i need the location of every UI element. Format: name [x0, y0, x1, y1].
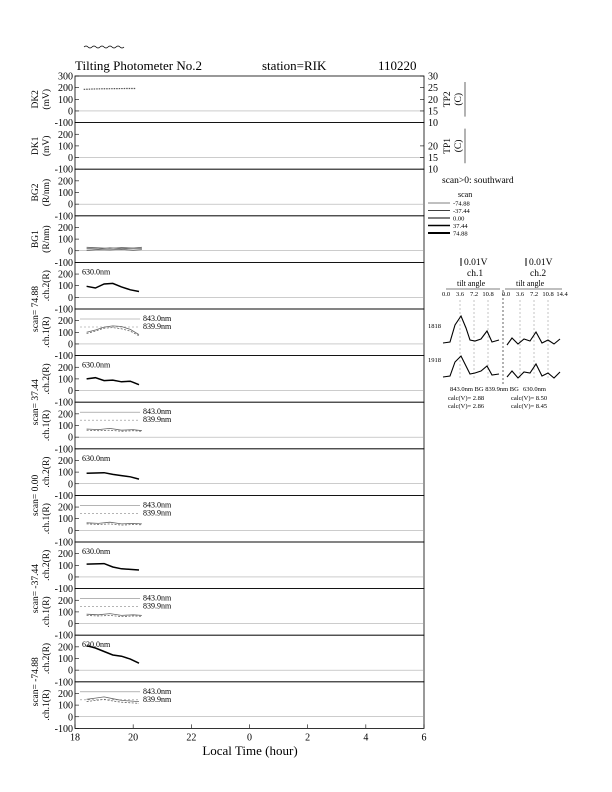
panel-s3c1 [41, 495, 424, 548]
legend-entry: 0.00 [453, 215, 465, 223]
wavelength2-label: 839.9nm [143, 415, 172, 425]
scan-label: scan= 74.88 [31, 286, 41, 332]
header-wavy-mark [84, 46, 124, 48]
y-axis-label: .ch.2(R) [42, 642, 52, 675]
y-tick-label: 0 [68, 619, 73, 631]
x-axis-label: Local Time (hour) [202, 743, 298, 758]
inset-scale1: 0.01V [464, 258, 488, 268]
y-tick-label: -100 [54, 351, 73, 363]
y-axis-label: .ch.1(R) [42, 596, 52, 628]
legend-title: scan [458, 190, 473, 199]
x-tick-label: 6 [421, 732, 427, 744]
inset-tick-label: 10.8 [542, 291, 554, 298]
inset-tick-label: 14.4 [556, 291, 568, 298]
panel-frame [75, 76, 424, 123]
y-axis-label: .ch.2(R) [42, 456, 52, 488]
panel-bg2 [31, 169, 424, 222]
panel-frame [75, 402, 424, 449]
y-tick-label: 200 [58, 269, 73, 281]
y-tick-label: 200 [58, 409, 73, 421]
x-tick-label: 20 [128, 732, 139, 744]
panel-frame [75, 123, 424, 170]
y-axis-unit: (R/nm) [42, 225, 52, 253]
y-tick-label: 100 [58, 188, 73, 199]
panel-s4c2 [31, 542, 424, 613]
inset-curve [443, 356, 499, 377]
y-axis-label: .ch.2(R) [42, 549, 52, 581]
y-axis-unit: (R/nm) [42, 178, 52, 207]
y-tick-label: 200 [58, 362, 73, 374]
panel-bg1 [31, 216, 424, 269]
x-tick-label: 0 [247, 732, 252, 744]
y-tick-label: -100 [54, 257, 73, 269]
y-axis-label: .ch.2(R) [42, 363, 52, 395]
x-tick-label: 18 [70, 732, 80, 744]
legend-entry: -37.44 [453, 208, 470, 215]
y-tick-label: 200 [58, 222, 73, 234]
y-tick-label: -100 [54, 584, 73, 596]
inset-tick-label: 0.0 [441, 291, 451, 298]
y-tick-label: -100 [54, 630, 73, 642]
legend-entry: -74.88 [453, 200, 470, 208]
y-axis-label: .ch.1(R) [42, 316, 52, 348]
y-tick-label: -100 [54, 677, 73, 689]
inset-tick-label: 3.6 [515, 291, 525, 298]
right-axis-label: TP1 [443, 137, 453, 154]
y-tick-label: 0 [68, 292, 73, 304]
series-line [87, 430, 142, 431]
y-tick-label: 200 [58, 549, 73, 561]
wavelength1-label: 843.0nm [143, 593, 172, 603]
series-line [87, 564, 139, 570]
series-line [87, 247, 142, 248]
y-tick-label: -100 [54, 723, 73, 735]
scan-label: scan= 0.00 [31, 474, 41, 517]
x-tick-label: 2 [305, 732, 311, 744]
right-tick-label: 15 [428, 106, 438, 118]
y-tick-label: 100 [58, 467, 73, 479]
wavelength2-label: 839.9nm [143, 322, 172, 331]
y-axis-label: .ch.2(R) [42, 270, 52, 302]
right-tick-label: 10 [428, 164, 438, 176]
y-tick-label: 0 [68, 386, 73, 398]
wavelength2-label: 839.9nm [143, 601, 172, 611]
y-tick-label: 200 [58, 455, 73, 467]
inset-bottom1: 843.0nm BG 839.9nm BG [450, 386, 519, 393]
inset-ch2: ch.2 [530, 269, 547, 279]
y-tick-label: 100 [58, 421, 73, 432]
y-tick-label: 0 [68, 712, 73, 724]
y-tick-label: -100 [54, 397, 73, 409]
wavelength-label: 630.0nm [82, 453, 111, 463]
inset-tick-label: 10.8 [482, 291, 494, 298]
legend-direction: scan>0: southward [442, 176, 514, 186]
series-line [87, 522, 142, 524]
y-tick-label: 200 [58, 595, 73, 607]
inset-tick-label: 3.6 [455, 291, 465, 298]
x-tick-label: 22 [186, 732, 197, 744]
y-tick-label: -100 [54, 490, 73, 502]
right-axis-unit: (C) [454, 139, 464, 153]
y-tick-label: -100 [54, 304, 73, 316]
legend-entry: 37.44 [453, 223, 468, 230]
right-axis-unit: (C) [454, 92, 464, 106]
wavelength-label: 630.0nm [82, 640, 111, 650]
y-tick-label: 100 [58, 234, 73, 246]
panel-s1c2 [31, 262, 424, 332]
inset-bottom2: 630.0nm [523, 386, 546, 393]
y-axis-label: DK1 [31, 136, 41, 156]
inset-calc1b: calc(V)= 2.86 [448, 403, 485, 410]
y-tick-label: 0 [68, 339, 73, 351]
y-tick-label: 0 [68, 479, 73, 491]
y-tick-label: 100 [58, 514, 73, 526]
legend-entry: 74.88 [453, 230, 468, 238]
y-tick-label: 100 [58, 141, 73, 153]
y-tick-label: 0 [68, 432, 73, 444]
chart-title: Tilting Photometer No.2 [75, 58, 203, 73]
inset-row2: 1918 [428, 357, 441, 364]
y-tick-label: -100 [54, 211, 73, 223]
y-tick-label: 200 [58, 688, 73, 700]
panel-s1c1 [41, 309, 424, 362]
y-tick-label: -100 [54, 118, 73, 130]
inset-scale2: 0.01V [529, 258, 553, 268]
y-tick-label: 200 [58, 129, 73, 141]
inset-curve [507, 332, 560, 345]
inset-ch1: ch.1 [467, 269, 484, 279]
y-tick-label: -100 [54, 164, 73, 176]
panel-s4c1 [41, 589, 424, 642]
y-axis-unit: (mV) [42, 89, 52, 110]
inset-curve [443, 316, 499, 343]
right-tick-label: 25 [428, 83, 438, 95]
y-tick-label: 100 [58, 374, 73, 386]
panel-frame [75, 542, 424, 589]
wavelength2-label: 839.9nm [143, 508, 172, 518]
right-tick-label: 15 [428, 153, 438, 165]
y-tick-label: 100 [58, 327, 73, 339]
y-tick-label: 0 [68, 665, 73, 677]
y-tick-label: 300 [58, 71, 73, 83]
y-tick-label: 0 [68, 525, 73, 537]
tilt-inset [428, 258, 568, 410]
wavelength1-label: 843.0nm [143, 314, 172, 323]
y-tick-label: 0 [68, 572, 73, 584]
panel-frame [75, 309, 424, 356]
inset-tick-label: 7.2 [469, 291, 479, 298]
series-line [87, 328, 139, 336]
panel-frame [75, 682, 424, 729]
panel-s5c2 [31, 635, 424, 706]
wavelength1-label: 843.0nm [143, 407, 172, 417]
date-label: 110220 [378, 58, 417, 73]
panel-frame [75, 169, 424, 216]
y-axis-label: .ch.1(R) [42, 503, 52, 535]
y-tick-label: 0 [68, 199, 73, 211]
y-tick-label: 0 [68, 106, 73, 118]
y-tick-label: 200 [58, 642, 73, 654]
y-tick-label: 100 [58, 94, 73, 106]
y-axis-label: BG1 [31, 230, 41, 249]
y-tick-label: 100 [58, 700, 73, 712]
panel-frame [75, 589, 424, 636]
x-axis [70, 724, 427, 743]
inset-tick-label: 7.2 [529, 291, 539, 298]
panel-frame [75, 356, 424, 403]
inset-curve [507, 364, 560, 378]
x-tick-label: 4 [363, 732, 369, 744]
right-tick-label: 20 [428, 94, 438, 106]
inset-calc1a: calc(V)= 2.88 [448, 395, 485, 402]
y-tick-label: 100 [58, 654, 73, 665]
y-axis-label: DK2 [31, 90, 41, 109]
panel-dk2 [31, 72, 465, 130]
wavelength1-label: 843.0nm [143, 686, 172, 696]
y-tick-label: -100 [54, 537, 73, 549]
wavelength-label: 630.0nm [82, 360, 111, 370]
inset-row1: 1818 [428, 323, 441, 330]
y-axis-unit: (mV) [42, 135, 52, 157]
inset-tick-label: 0.0 [501, 291, 511, 298]
series-line [87, 283, 139, 291]
panel-dk1 [31, 123, 465, 176]
wavelength1-label: 843.0nm [143, 500, 172, 510]
inset-tilt2: tilt angle [516, 279, 545, 288]
series-line [87, 473, 139, 479]
y-tick-label: 0 [68, 246, 73, 258]
y-axis-label: .ch.1(R) [42, 689, 52, 721]
series-line [87, 614, 142, 616]
series-line [87, 249, 142, 250]
wavelength-label: 630.0nm [82, 267, 111, 277]
y-tick-label: -100 [54, 444, 73, 456]
wavelength-label: 630.0nm [82, 547, 111, 556]
scan-label: scan= -37.44 [31, 564, 41, 614]
y-tick-label: 200 [58, 502, 73, 514]
series-line [84, 89, 136, 90]
scan-label: scan= 37.44 [31, 379, 41, 426]
right-tick-label: 20 [428, 141, 438, 153]
y-tick-label: 200 [58, 316, 73, 328]
y-axis-label: .ch.1(R) [42, 409, 52, 442]
panel-frame [75, 495, 424, 542]
panel-s2c2 [31, 356, 424, 426]
panels-group [31, 72, 465, 735]
series-line [87, 378, 139, 385]
y-tick-label: 200 [58, 176, 73, 188]
y-axis-label: BG2 [31, 183, 41, 202]
scan-label: scan= -74.88 [31, 657, 41, 707]
panel-s3c2 [31, 449, 424, 516]
series-line [87, 524, 142, 525]
y-tick-label: 200 [58, 83, 73, 95]
inset-calc2b: calc(V)= 8.45 [511, 403, 548, 410]
panel-s2c1 [41, 402, 424, 455]
panel-frame [75, 262, 424, 309]
panel-frame [75, 449, 424, 496]
panel-s5c1 [41, 682, 424, 735]
series-line [87, 615, 142, 616]
y-tick-label: 100 [58, 560, 73, 572]
right-tick-label: 10 [428, 118, 438, 130]
series-line [87, 646, 139, 664]
wavelength2-label: 839.9nm [143, 694, 172, 704]
y-tick-label: 100 [58, 281, 73, 293]
right-axis-label: TP2 [443, 91, 453, 108]
inset-calc2a: calc(V)= 8.50 [511, 395, 548, 402]
legend-group [428, 201, 471, 238]
panel-frame [75, 216, 424, 263]
y-tick-label: 0 [68, 153, 73, 165]
inset-tilt1: tilt angle [457, 279, 486, 288]
y-tick-label: 100 [58, 607, 73, 619]
right-tick-label: 30 [428, 71, 438, 83]
station-label: station=RIK [262, 58, 327, 73]
